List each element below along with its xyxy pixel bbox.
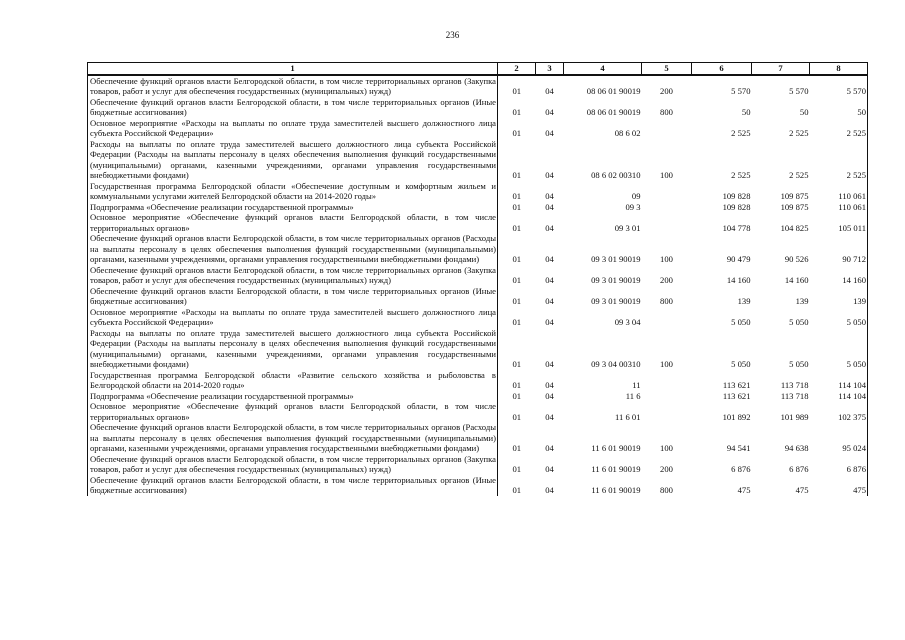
amount-col6: 139: [737, 296, 751, 306]
table-row: [88, 475, 868, 496]
amount-col6: 5 050: [731, 317, 751, 327]
expense-type-code: 100: [660, 443, 673, 453]
amount-col6: 104 778: [722, 222, 751, 233]
amount-col7: 14 160: [784, 275, 809, 285]
table-row: [88, 370, 868, 391]
row-name: Обеспечение функций органов власти Белгородской области, в том числе территориальных органов (Иные бюджетные ассигнования): [88, 97, 498, 118]
column-header: 7: [752, 63, 810, 75]
row-name: Обеспечение функций органов власти Белгородской области, в том числе территориальных органов (Иные бюджетные ассигнования): [88, 286, 498, 307]
amount-col6: 5 050: [731, 359, 751, 369]
table-row: [88, 181, 868, 202]
table-row: [88, 97, 868, 118]
subsection-code: 04: [545, 107, 554, 117]
amount-col8: 114 104: [810, 370, 868, 391]
amount-col6: 6 876: [731, 464, 751, 474]
table-row: [88, 401, 868, 422]
column-header: 1: [88, 63, 498, 75]
table-row: [88, 391, 868, 402]
amount-col8: 105 011: [810, 212, 868, 233]
section-code: 01: [512, 443, 522, 453]
table-row: [88, 212, 868, 233]
amount-col6: 109 828: [722, 201, 751, 212]
amount-col7: 2 525: [789, 128, 809, 138]
section-code: 01: [512, 107, 522, 117]
subsection-code: 04: [545, 275, 554, 285]
expense-type-code: 200: [660, 464, 673, 474]
expense-type-code: 800: [660, 485, 673, 495]
subsection-code: 04: [545, 359, 554, 369]
section-code: 01: [512, 128, 522, 138]
amount-col7: 6 876: [789, 464, 809, 474]
section-code: 01: [512, 390, 522, 401]
section-code: 01: [512, 191, 522, 201]
amount-col7: 94 638: [784, 443, 809, 453]
table-row: [88, 286, 868, 307]
column-header: 8: [810, 63, 868, 75]
column-header: 3: [536, 63, 564, 75]
amount-col7: 109 875: [780, 201, 809, 212]
row-name: Обеспечение функций органов власти Белгородской области, в том числе территориальных органов (Закупка товаров, работ и услуг для обеспечения государственных (муниципальных) нужд): [88, 75, 498, 97]
target-article-code: 09: [631, 191, 641, 201]
subsection-code: 04: [545, 170, 554, 180]
row-name: Государственная программа Белгородской области «Развитие сельского хозяйства и рыболовства в Белгородской области на 2014-2020 годы»: [88, 370, 498, 391]
row-name: Подпрограмма «Обеспечение реализации государственной программы»: [88, 391, 498, 402]
target-article-code: 08 6 02 00310: [591, 170, 641, 180]
subsection-code: 04: [545, 86, 554, 96]
column-header: 6: [692, 63, 752, 75]
target-article-code: 11 6 01: [615, 411, 641, 422]
row-name: Обеспечение функций органов власти Белгородской области, в том числе территориальных органов (Закупка товаров, работ и услуг для обеспечения государственных (муниципальных) нужд): [88, 265, 498, 286]
expense-type-code: [642, 118, 692, 139]
section-code: 01: [512, 86, 522, 96]
target-article-code: 09 3 01 90019: [591, 275, 641, 285]
expense-type-code: [642, 202, 692, 213]
amount-col8: 102 375: [810, 401, 868, 422]
subsection-code: 04: [545, 191, 554, 201]
amount-col7: 113 718: [780, 390, 809, 401]
target-article-code: 09 3 04 00310: [591, 359, 641, 369]
row-name: Государственная программа Белгородской области «Обеспечение доступным и комфортным жильем и коммунальными услугами жителей Белгородской области на 2014-2020 годы»: [88, 181, 498, 202]
amount-col7: 104 825: [780, 222, 809, 233]
subsection-code: 04: [545, 222, 554, 233]
subsection-code: 04: [545, 443, 554, 453]
amount-col7: 475: [795, 485, 809, 495]
amount-col7: 5 050: [789, 317, 809, 327]
row-name: Обеспечение функций органов власти Белгородской области, в том числе территориальных органов (Закупка товаров, работ и услуг для обеспечения государственных (муниципальных) нужд): [88, 454, 498, 475]
expense-type-code: [642, 212, 692, 233]
row-name: Подпрограмма «Обеспечение реализации государственной программы»: [88, 202, 498, 213]
amount-col8: 90 712: [810, 233, 868, 265]
expense-type-code: [642, 307, 692, 328]
target-article-code: 09 3: [625, 201, 641, 212]
expense-type-code: 200: [660, 86, 673, 96]
amount-col8: 5 050: [810, 328, 868, 370]
target-article-code: 11: [632, 380, 641, 390]
subsection-code: 04: [545, 201, 554, 212]
header-row: [88, 63, 868, 75]
expense-type-code: 100: [660, 170, 673, 180]
amount-col7: 5 050: [789, 359, 809, 369]
amount-col8: 139: [810, 286, 868, 307]
row-name: Расходы на выплаты по оплате труда заместителей высшего должностного лица субъекта Российской Федерации (Расходы на выплаты персоналу в целях обеспечения выполнения функций государственными (муниципальными) органами, казенными учреждениями, органами управления государственными внебюджетными фондами): [88, 139, 498, 181]
amount-col6: 101 892: [722, 411, 751, 422]
amount-col8: 5 570: [810, 75, 868, 97]
row-name: Основное мероприятие «Обеспечение функций органов власти Белгородской области, в том числе территориальных органов»: [88, 212, 498, 233]
page-number: 236: [445, 30, 460, 40]
amount-col6: 2 525: [731, 170, 751, 180]
amount-col6: 50: [741, 107, 751, 117]
section-code: 01: [512, 485, 522, 495]
amount-col8: 2 525: [810, 139, 868, 181]
amount-col6: 2 525: [731, 128, 751, 138]
expense-type-code: 800: [660, 107, 673, 117]
amount-col6: 5 570: [731, 86, 751, 96]
section-code: 01: [512, 411, 522, 422]
amount-col6: 113 621: [722, 390, 751, 401]
amount-col7: 109 875: [780, 191, 809, 201]
table-row: [88, 118, 868, 139]
subsection-code: 04: [545, 485, 554, 495]
table-row: [88, 75, 868, 97]
amount-col8: 475: [810, 475, 868, 496]
table-row: [88, 307, 868, 328]
amount-col8: 114 104: [810, 391, 868, 402]
amount-col8: 110 061: [810, 202, 868, 213]
amount-col6: 90 479: [726, 254, 751, 264]
subsection-code: 04: [545, 296, 554, 306]
subsection-code: 04: [545, 411, 554, 422]
row-name: Основное мероприятие «Расходы на выплаты по оплате труда заместителей высшего должностного лица субъекта Российской Федерации»: [88, 307, 498, 328]
amount-col6: 109 828: [722, 191, 751, 201]
amount-col7: 101 989: [780, 411, 809, 422]
table-row: [88, 202, 868, 213]
table-row: [88, 265, 868, 286]
target-article-code: 08 06 01 90019: [586, 86, 641, 96]
target-article-code: 11 6 01 90019: [591, 443, 641, 453]
subsection-code: 04: [545, 317, 554, 327]
row-name: Основное мероприятие «Расходы на выплаты по оплате труда заместителей высшего должностного лица субъекта Российской Федерации»: [88, 118, 498, 139]
subsection-code: 04: [545, 464, 554, 474]
target-article-code: 09 3 04: [614, 317, 641, 327]
amount-col8: 110 061: [810, 181, 868, 202]
column-header: 5: [642, 63, 692, 75]
subsection-code: 04: [545, 380, 554, 390]
expense-type-code: [642, 181, 692, 202]
amount-col7: 139: [795, 296, 809, 306]
row-name: Обеспечение функций органов власти Белгородской области, в том числе территориальных органов (Расходы на выплаты персоналу в целях обеспечения выполнения функций государственными (муниципальными) органами, казенными учреждениями, органами управления государственными внебюджетными фондами): [88, 233, 498, 265]
amount-col7: 2 525: [789, 170, 809, 180]
target-article-code: 08 6 02: [614, 128, 641, 138]
amount-col6: 94 541: [726, 443, 751, 453]
table-row: [88, 454, 868, 475]
expense-type-code: [642, 370, 692, 391]
amount-col7: 90 526: [784, 254, 809, 264]
amount-col6: 113 621: [722, 380, 751, 390]
amount-col7: 113 718: [780, 380, 809, 390]
expense-type-code: 100: [660, 254, 673, 264]
table-row: [88, 139, 868, 181]
amount-col8: 2 525: [810, 118, 868, 139]
section-code: 01: [512, 275, 522, 285]
amount-col6: 14 160: [726, 275, 751, 285]
target-article-code: 11 6 01 90019: [591, 464, 641, 474]
subsection-code: 04: [545, 390, 554, 401]
amount-col6: 475: [737, 485, 751, 495]
expense-type-code: [642, 391, 692, 402]
section-code: 01: [512, 222, 522, 233]
amount-col8: 50: [810, 97, 868, 118]
section-code: 01: [512, 254, 522, 264]
section-code: 01: [512, 380, 522, 390]
row-name: Обеспечение функций органов власти Белгородской области, в том числе территориальных органов (Иные бюджетные ассигнования): [88, 475, 498, 496]
expense-type-code: 200: [660, 275, 673, 285]
section-code: 01: [512, 464, 522, 474]
target-article-code: 09 3 01: [614, 222, 641, 233]
amount-col8: 95 024: [810, 422, 868, 454]
amount-col8: 14 160: [810, 265, 868, 286]
section-code: 01: [512, 201, 522, 212]
expense-type-code: [642, 401, 692, 422]
table-body: [88, 75, 868, 496]
subsection-code: 04: [545, 254, 554, 264]
column-header: 4: [564, 63, 642, 75]
row-name: Обеспечение функций органов власти Белгородской области, в том числе территориальных органов (Расходы на выплаты персоналу в целях обеспечения выполнения функций государственными (муниципальными) органами, казенными учреждениями, органами управления государственными внебюджетными фондами): [88, 422, 498, 454]
expense-type-code: 100: [660, 359, 673, 369]
row-name: Основное мероприятие «Обеспечение функций органов власти Белгородской области, в том числе территориальных органов»: [88, 401, 498, 422]
target-article-code: 09 3 01 90019: [591, 296, 641, 306]
section-code: 01: [512, 170, 522, 180]
subsection-code: 04: [545, 128, 554, 138]
section-code: 01: [512, 296, 522, 306]
section-code: 01: [512, 359, 522, 369]
section-code: 01: [512, 317, 522, 327]
budget-table: [87, 62, 868, 496]
amount-col7: 5 570: [789, 86, 809, 96]
amount-col8: 6 876: [810, 454, 868, 475]
column-header: 2: [498, 63, 536, 75]
target-article-code: 11 6 01 90019: [591, 485, 641, 495]
table-row: [88, 328, 868, 370]
target-article-code: 11 6: [625, 390, 641, 401]
expense-type-code: 800: [660, 296, 673, 306]
target-article-code: 09 3 01 90019: [591, 254, 641, 264]
table-row: [88, 233, 868, 265]
row-name: Расходы на выплаты по оплате труда заместителей высшего должностного лица субъекта Российской Федерации (Расходы на выплаты персоналу в целях обеспечения выполнения функций государственными (муниципальными) органами, казенными учреждениями, органами управления государственными внебюджетными фондами): [88, 328, 498, 370]
amount-col8: 5 050: [810, 307, 868, 328]
amount-col7: 50: [799, 107, 809, 117]
table-row: [88, 422, 868, 454]
target-article-code: 08 06 01 90019: [586, 107, 641, 117]
